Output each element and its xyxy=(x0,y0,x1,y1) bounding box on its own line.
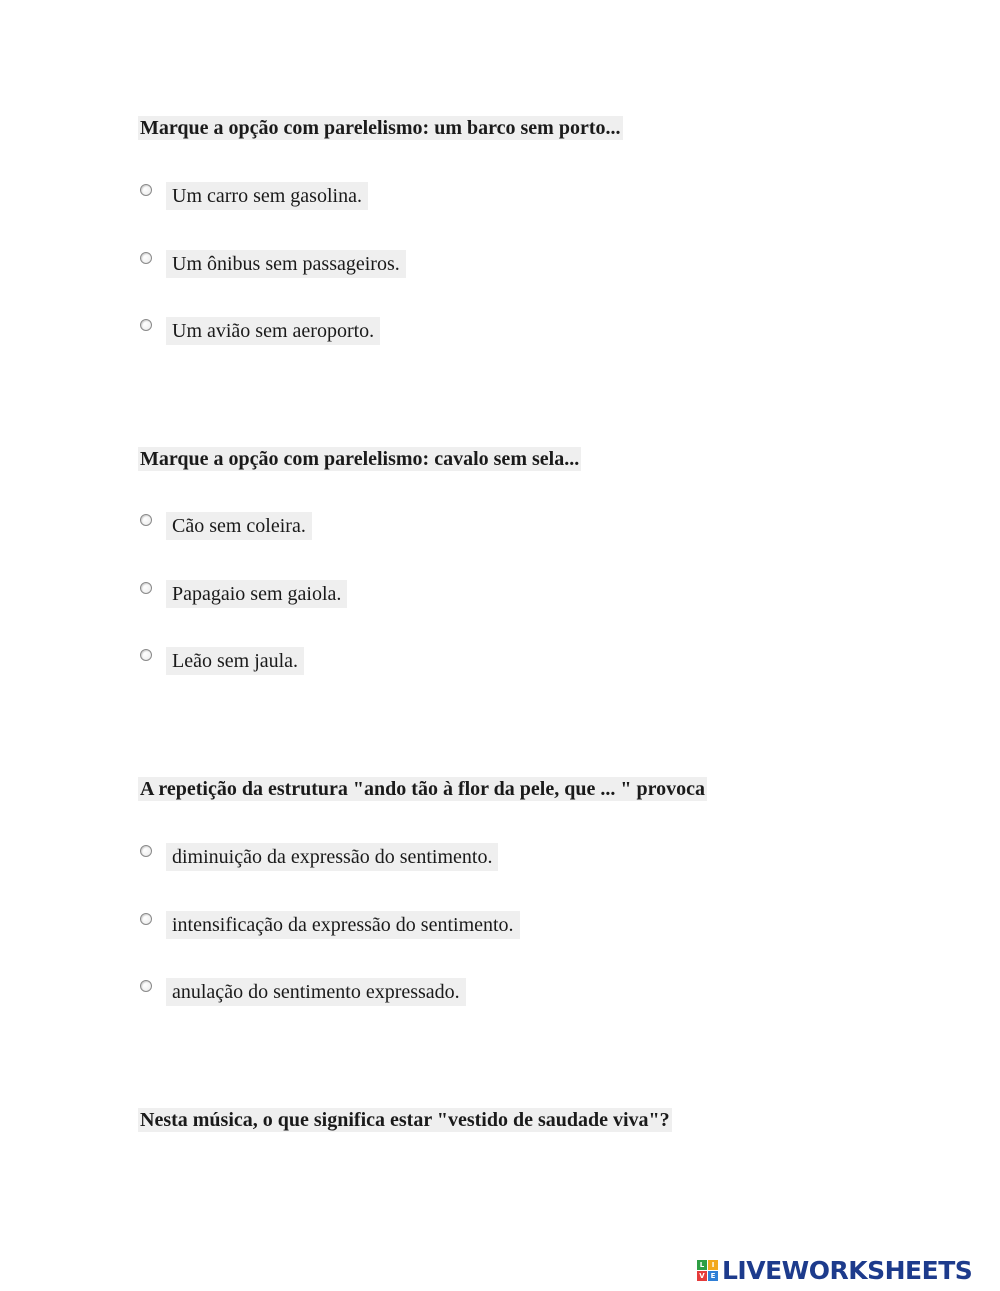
question-4-text: Nesta música, o que significa estar "vestido de saudade viva"? xyxy=(140,1109,670,1131)
option-label[interactable]: Um avião sem aeroporto. xyxy=(166,317,380,345)
radio-button[interactable] xyxy=(140,649,152,661)
question-3-text: A repetição da estrutura "ando tão à flor da pele, que ... " provoca xyxy=(140,778,705,800)
option-label[interactable]: Cão sem coleira. xyxy=(166,512,312,540)
radio-button[interactable] xyxy=(140,514,152,526)
question-1-text: Marque a opção com parelelismo: um barco sem porto... xyxy=(140,117,621,139)
radio-button[interactable] xyxy=(140,184,152,196)
radio-button[interactable] xyxy=(140,319,152,331)
radio-button[interactable] xyxy=(140,845,152,857)
radio-button[interactable] xyxy=(140,582,152,594)
option-label[interactable]: Um carro sem gasolina. xyxy=(166,182,368,210)
question-2-text: Marque a opção com parelelismo: cavalo sem sela... xyxy=(140,448,580,470)
radio-button[interactable] xyxy=(140,913,152,925)
liveworksheets-logo xyxy=(697,1255,972,1285)
option-label[interactable]: Papagaio sem gaiola. xyxy=(166,580,347,608)
option-label[interactable]: anulação do sentimento expressado. xyxy=(166,978,466,1006)
liveworksheets-logo-text: LIVEWORKSHEETS xyxy=(722,1255,973,1285)
radio-button[interactable] xyxy=(140,980,152,992)
option-label[interactable]: Um ônibus sem passageiros. xyxy=(166,250,406,278)
radio-button[interactable] xyxy=(140,252,152,264)
liveworksheets-logo-icon: L I V E xyxy=(697,1260,718,1281)
option-label[interactable]: intensificação da expressão do sentimento. xyxy=(166,911,520,939)
option-label[interactable]: Leão sem jaula. xyxy=(166,647,304,675)
option-label[interactable]: diminuição da expressão do sentimento. xyxy=(166,843,498,871)
